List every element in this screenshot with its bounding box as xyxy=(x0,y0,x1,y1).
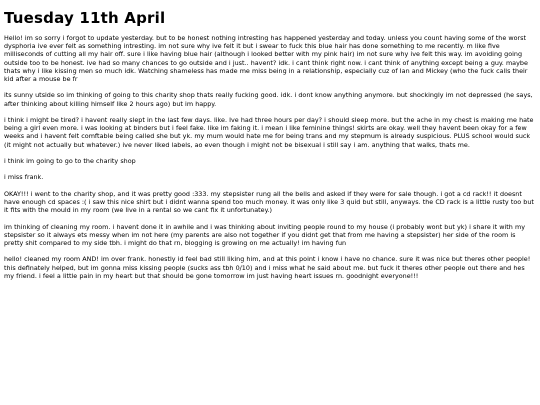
post-paragraph-1: Hello! im so sorry i forgot to update yesterday. but to be honest nothing intresting has happened yesterday and today. unless you count having some of the worst dysphoria ive ever felt as something intresting. im not sure why ive felt it but i swear to fuck this blue hair has done something to me recently. m like five milliseconds of cutting all my hair off. sure i like having blue hair (although i looked better with my pink hair) im not sure why ive felt this way. im avoiding going outside too to be honest. ive had so many chances to go outside and i just.. havent? idk. i cant think right now. i cant think of anything except being a guy. maybe thats why i like kissing men so much idk. Watching shameless has made me miss being in a relationship, especially cuz of Ian and Mickey (who the fuck calls their kid after a mouse be fr xyxy=(4,34,528,84)
post-paragraph-2: its sunny utside so im thinking of going to this charity shop thats really fucking good. idk. i dont know anything anymore. but shockingly im not depressed (he says, after thinking about killing himself like 2 hours ago) but im happy. xyxy=(4,91,533,108)
post-paragraph-5: i miss frank. xyxy=(4,173,44,182)
post-paragraph-4: i think im going to go to the charity shop xyxy=(4,157,136,165)
post-title: Tuesday 11th April xyxy=(4,9,166,27)
post-paragraph-3: i think i might be tired? i havent really slept in the last few days. like. Ive had three hours per day? i should sleep more. but the ache in my chest is making me hate being a girl even more. i was looking at binders but i feel fake. like im faking it. i mean i like feminine things! skirts are okay. well they havent been okay for a few weeks and i havent felt comftable being called she but yk. my mum would hate me for being trans and my stepmum is already suspicious. PLUS school would suck (it might not actually but whatever.) ive never liked labels, ao even though i might not be bisexual i still say i am. anything that walks, thats me. xyxy=(4,116,534,149)
post-paragraph-6: OKAY!!! i went to the charity shop, and it was pretty good :333. my stepsister rung all the bells and asked if they were for sale though. i got a cd rack!! it doesnt have enough cd spaces :( i saw this nice shirt but i didnt wanna spend too much money. it was only like 3 quid but still, anyways. the CD rack is a little rusty too but it fits with the mould in my room (we live in a rental so we cant fix it unfortunatey.) xyxy=(4,189,534,215)
post-paragraph-8: hello! cleaned my room AND! im over frank. honestly id feel bad still liking him, and at this point i know i have no chance. sure it was nice but theres other people! this definately helped, but im gonna miss kissing people (sucks ass tbh 0/10) and i miss what he said about me. but fuck it theres other people out there and hes my friend. i feel a little pain in my heart but that should be gone tomorrow im just having heart issues rn. goodnight everyone!!! xyxy=(4,255,531,280)
post-paragraph-7: im thinking of cleaning my room. i havent done it in awhile and i was thinking about inviting people round to my house (i probably wont but yk) i share it with my stepsister so it always ets messy when im not here (my parents are also not together if you didnt get that from me having a stepsister) her side of the room is pretty shit compared to my side tbh. i might do that rn, blogging is growing on me actually! im having fun xyxy=(4,222,525,247)
